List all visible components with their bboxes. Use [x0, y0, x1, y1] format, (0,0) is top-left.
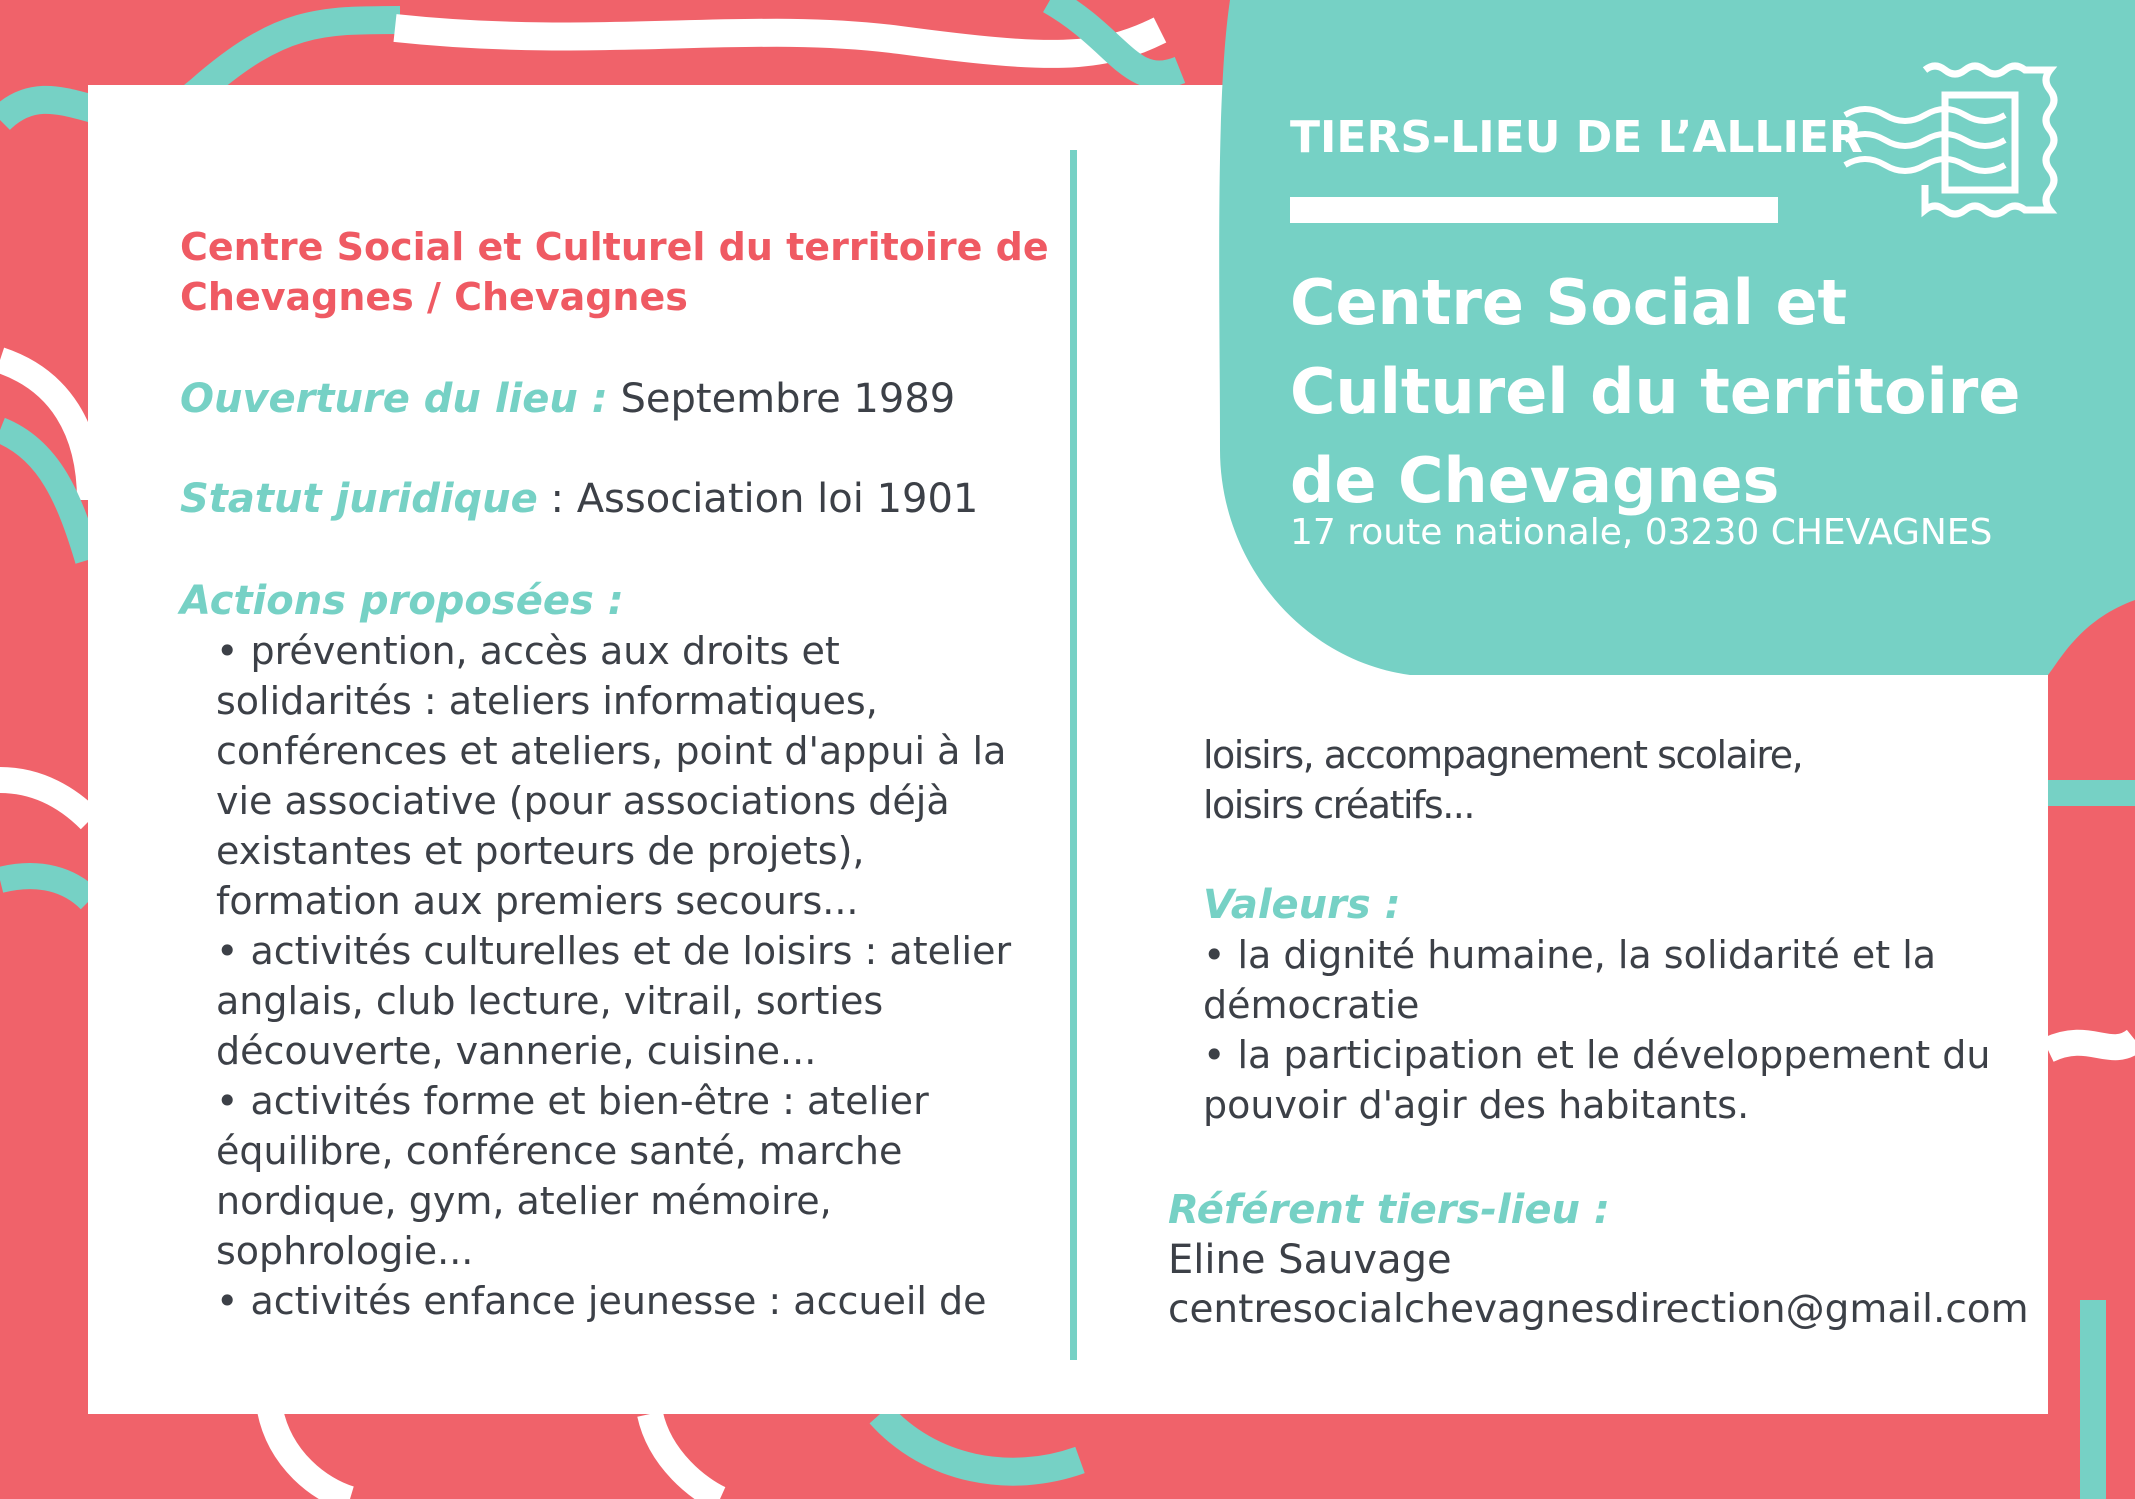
header-title-line-3: de Chevagnes: [1290, 444, 1780, 517]
list-item: • la participation et le développement du pouvoir d'agir des habitants.: [1203, 1033, 1991, 1127]
list-item: • prévention, accès aux droits et solidarités : ateliers informatiques, conférences et ateliers, point d'appui à la vie associative (pour associations déjà existantes et porteurs de projets), formation aux premiers secours...: [216, 629, 1007, 923]
header-title-line-2: Culturel du territoire: [1290, 355, 2021, 428]
header-title: [1290, 258, 2020, 525]
actions-label: Actions proposées :: [180, 578, 624, 624]
legal-status-label: Statut juridique: [180, 476, 538, 522]
place-heading-line-1: Centre Social et Culturel du territoire de: [180, 225, 1049, 269]
postage-stamp-icon: [1840, 60, 2065, 230]
values-label: Valeurs :: [1203, 882, 1401, 928]
actions-list: [216, 626, 1036, 1326]
values-list: [1203, 930, 2003, 1130]
place-heading: [180, 222, 1049, 322]
referent-email[interactable]: centresocialchevagnesdirection@gmail.com: [1168, 1287, 2029, 1332]
actions-continuation: loisirs, accompagnement scolaire, loisirs créatifs...: [1203, 733, 1803, 827]
list-item: • activités culturelles et de loisirs : atelier anglais, club lecture, vitrail, sorties découverte, vannerie, cuisine...: [216, 929, 1012, 1073]
header-address: 17 route nationale, 03230 CHEVAGNES: [1290, 512, 1993, 553]
opening-row: [180, 374, 955, 424]
opening-label: Ouverture du lieu :: [180, 376, 608, 422]
referent-label: Référent tiers-lieu :: [1168, 1187, 1610, 1233]
header-kicker: TIERS-LIEU DE L’ALLIER: [1290, 112, 1863, 163]
header-rule: [1290, 197, 1778, 223]
list-item: • la dignité humaine, la solidarité et la démocratie: [1203, 933, 1937, 1027]
opening-value: Septembre 1989: [607, 376, 956, 422]
list-item: • activités forme et bien-être : atelier équilibre, conférence santé, marche nordique, gym, atelier mémoire, sophrologie...: [216, 1079, 929, 1273]
legal-status-value: : Association loi 1901: [537, 476, 979, 522]
list-item: • activités enfance jeunesse : accueil de: [216, 1279, 987, 1323]
legal-status-row: [180, 474, 978, 524]
referent-name: Eline Sauvage: [1168, 1237, 1452, 1283]
header-title-line-1: Centre Social et: [1290, 266, 1848, 339]
place-heading-line-2: Chevagnes / Chevagnes: [180, 275, 688, 319]
